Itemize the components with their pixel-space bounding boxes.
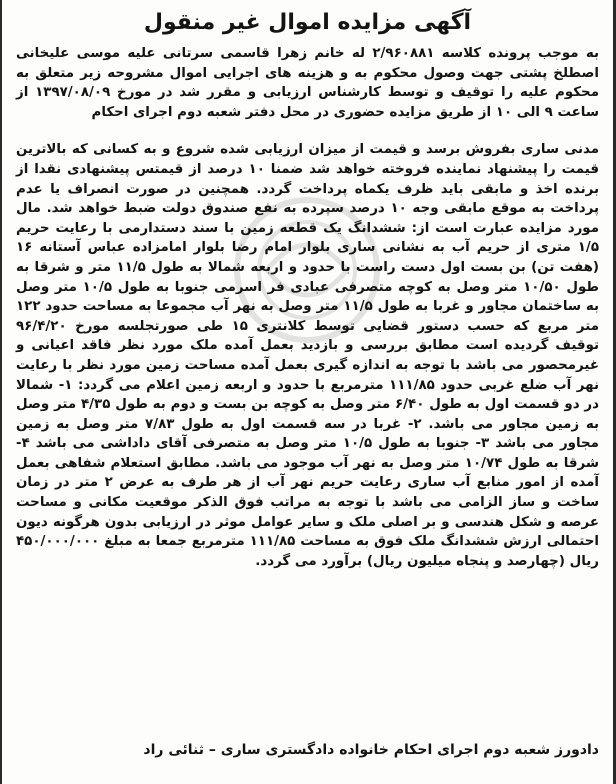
notice-body <box>16 44 599 571</box>
notice-paragraph-details: مدنی ساری بفروش برسد و قیمت از میزان ارزیابی شده شروع و به کسانی که بالاترین قیمت را پیشنهاد نماینده فروخته خواهد شد ضمنا ۱۰ درصد از قیمتس پیشنهادی نقدا از برنده اخذ و مابقی باید ظرف یکماه پرداخت گردد. همچنین در صورت انصراف یا عدم پرداخت به موقع مابقی وجه ۱۰ درصد سپرده به نفع صندوق دولت ضبط خواهد شد. مال مورد مزایده عبارت است از: ششدانگ یک قطعه زمین با سند دستدارمی با رعایت حریم ۱/۵ متری از حریم آب به نشانی ساری بلوار امام رضا بلوار امامزاده عباس آستانه ۱۶ (هفت تن) بن بست اول دست راست با حدود و اربعه شمالا به طول ۱۱/۵ متر و شرقا به طول ۱۰/۵۰ متر وصل به کوچه متصرفی عبادی فر اسرمی جنوبا به طول ۱۰/۵ متر وصل به ساختمان مجاور و غربا به طول ۱۱/۵ متر وصل به نهر آب مجموعا به مساحت حدود ۱۲۲ متر مربع که حسب دستور قضایی توسط کلانتری ۱۵ طی صورتجلسه مورخ ۹۶/۴/۲۰ توقیف گردیده است مطابق بررسی و بازدید بعمل آمده ملک مورد نظر فاقد اعیانی و غیرمحصور می باشد با توجه به اندازه گیری بعمل آمده مساحت زمین مورد نظر با رعایت نهر آب ضلع غربی حدود ۱۱۱/۸۵ مترمربع با حدود و اربعه زمین اعلام می گردد: ۱- شمالا در دو قسمت اول به طول ۶/۴۰ متر وصل به کوچه بن بست و دوم به طول ۴/۳۵ متر وصل به زمین مجاور می باشد. ۲- غربا در سه قسمت اول به طول ۷/۸۳ متر وصل به زمین مجاور می باشد ۳- جنوبا به طول ۱۰/۵ متر وصل به متصرفی آقای داداشی می باشد ۴- شرقا به طول ۱۰/۷۴ متر وصل به نهر آب موجود می باشد. مطابق استعلام شفاهی بعمل آمده از امور منابع آب ساری رعایت حریم نهر آب از هر طرف به عرض ۲ متر در زمان ساخت و ساز الزامی می باشد با توجه به مراتب فوق الذکر موقعیت مکانی و مساحت عرصه و شکل هندسی و بر اصلی ملک و سایر عوامل موثر در ارزیابی بدون هرگونه دیون احتمالی ارزش ششدانگ ملک فوق به مساحت ۱۱۱/۸۵ مترمربع جمعا به مبلغ ۴۵۰/۰۰۰/۰۰۰ ریال (چهارصد و پنجاه میلیون ریال) برآورد می گردد. <box>16 142 599 569</box>
notice-title: آگهی مزایده اموال غیر منقول <box>143 10 472 35</box>
notice-signature: دادورز شعبه دوم اجرای احکام خانواده دادگستری ساری – ثنائی راد <box>143 742 599 758</box>
notice-paragraph-intro: به موجب پرونده کلاسه ۲/۹۶۰۸۸۱ له خانم زهرا قاسمی سرتانی علیه موسی علیخانی اصطلخ پشتی جهت وصول محکوم به و هزینه های اجرایی اموال مشروحه زیر متعلق به محکوم علیه را توقیف و توسط کارشناس ارزیابی و مقرر شد در مورخ ۱۳۹۷/۰۸/۰۹ از ساعت ۹ الی ۱۰ از طریق مزایده حضوری در محل دفتر شعبه دوم اجرای احکام <box>16 46 599 120</box>
